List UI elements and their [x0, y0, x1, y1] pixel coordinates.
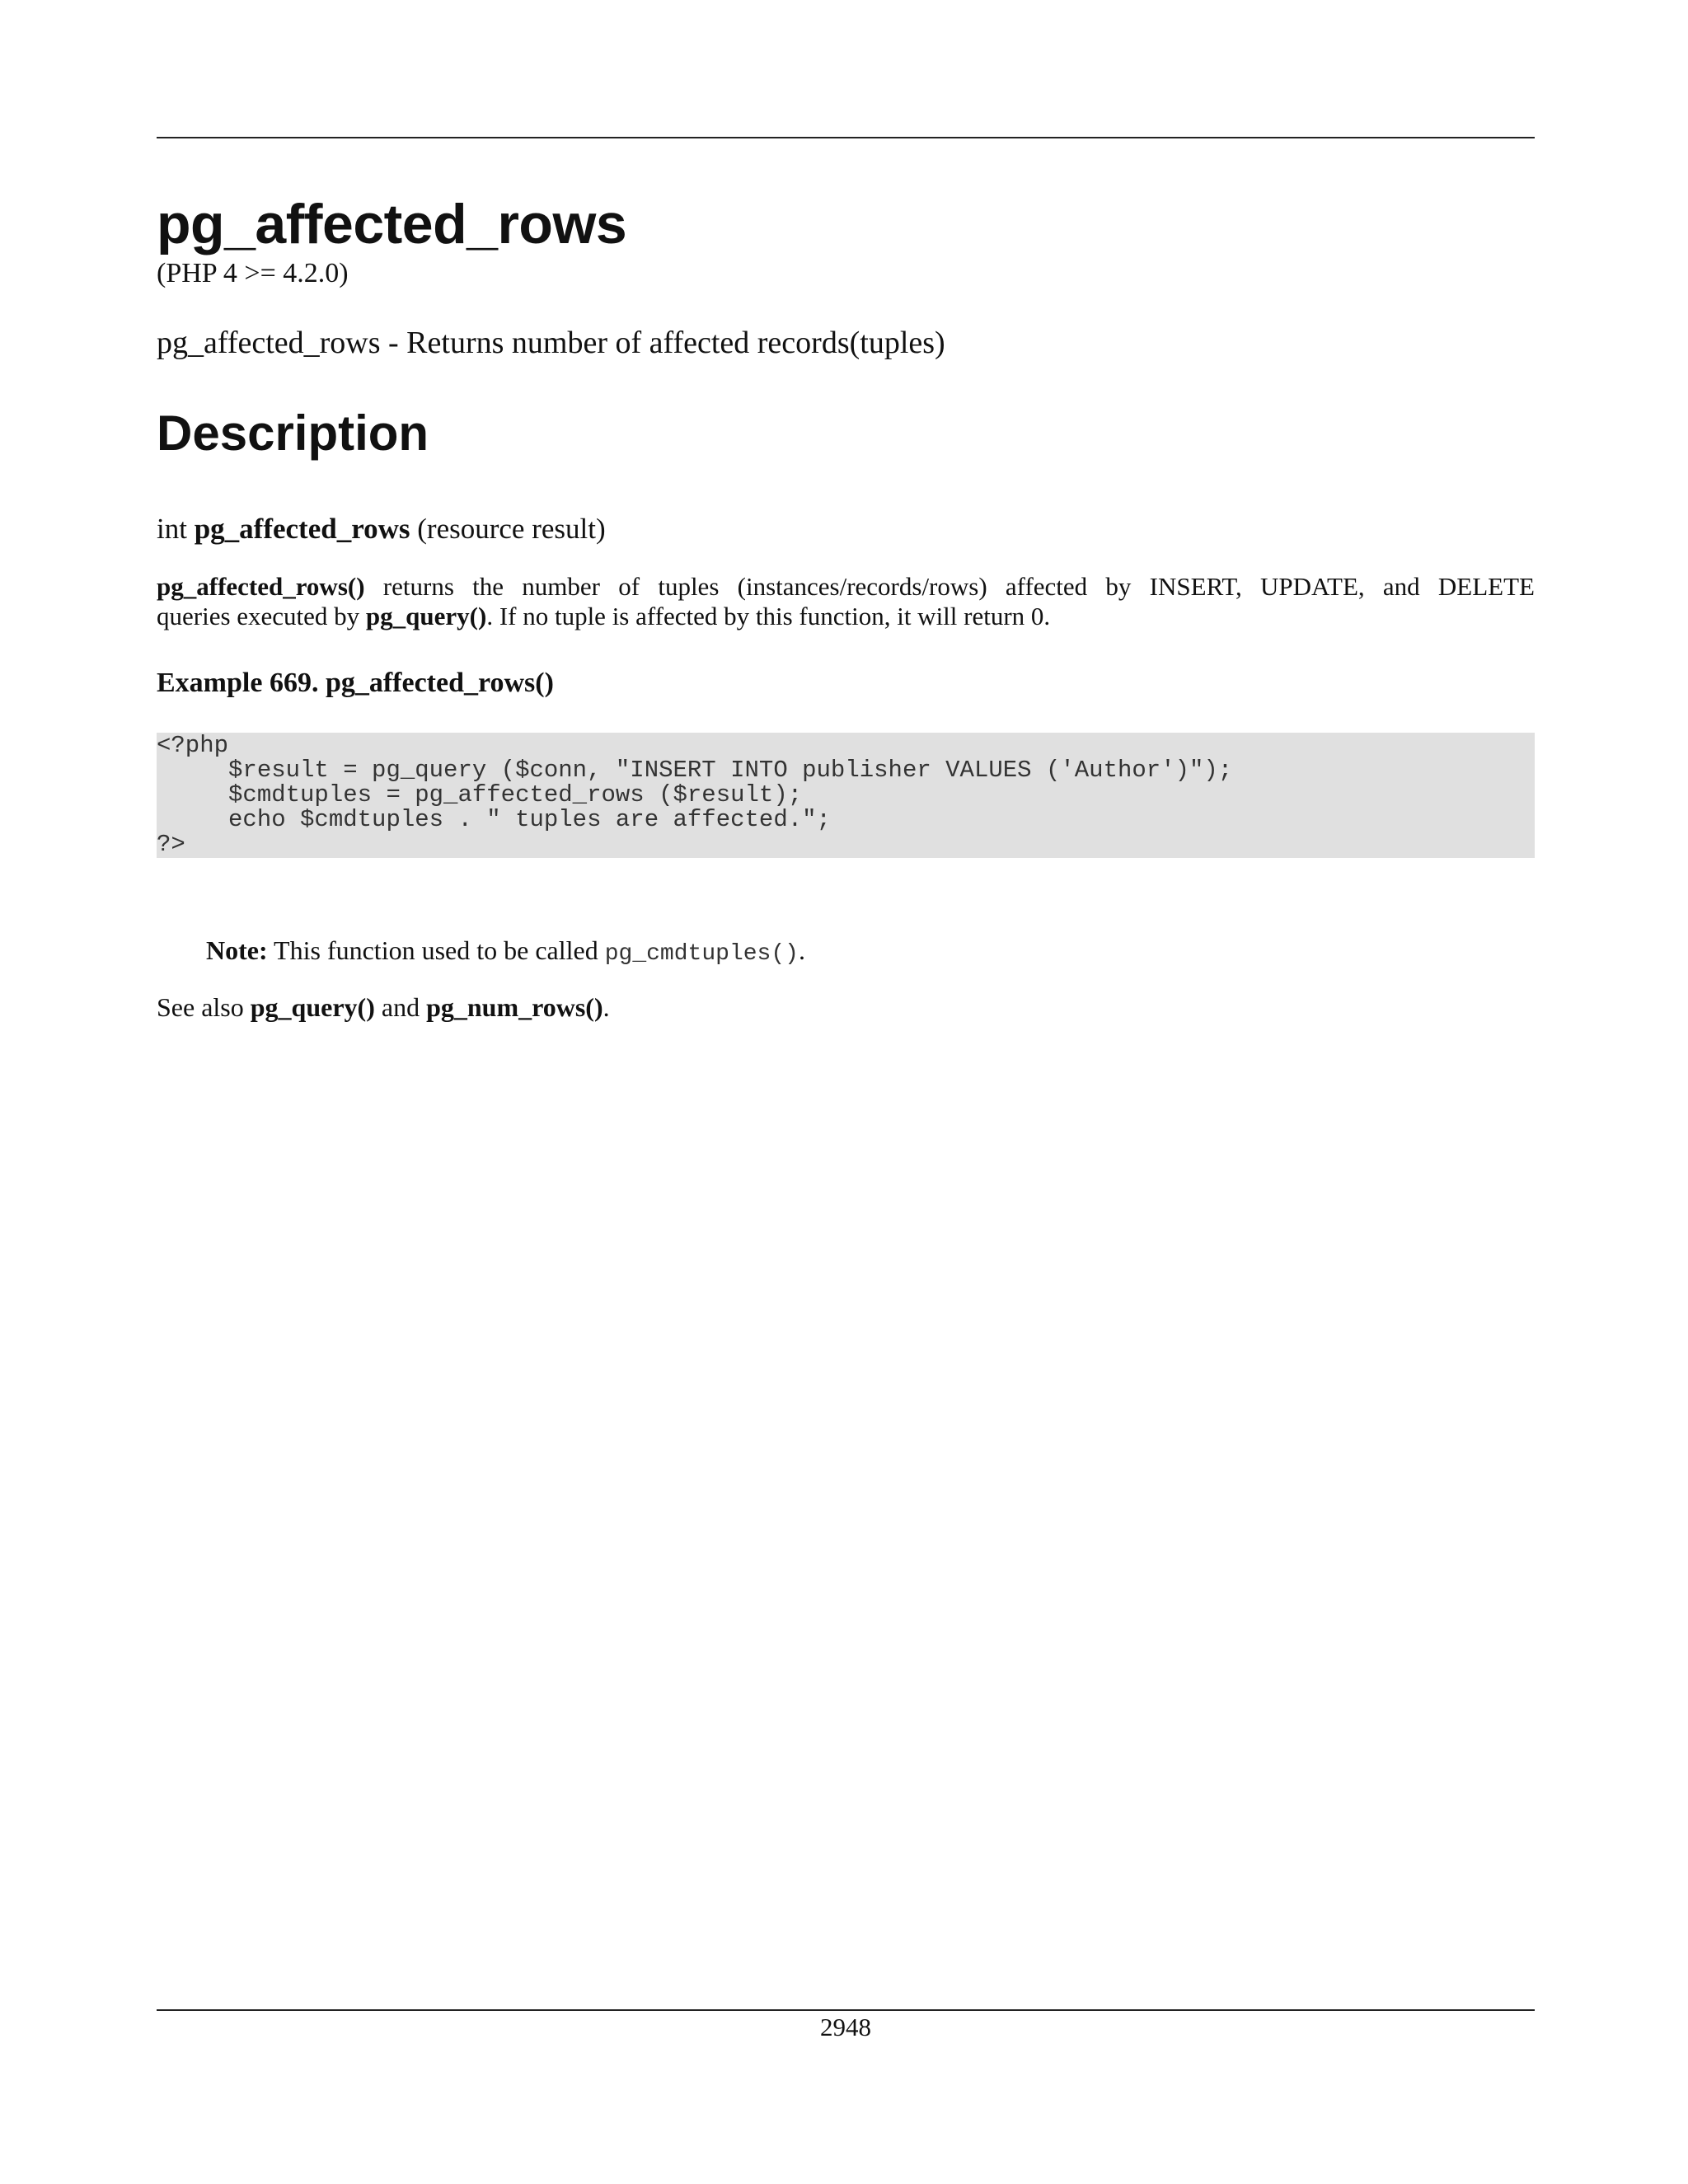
see-also-end: . — [603, 992, 610, 1022]
description-line-2 — [157, 602, 1535, 631]
code-example — [157, 733, 1535, 858]
description-text-1: returns the number of tuples (instances/records/rows) affected by INSERT, UPDATE, and DELETE — [364, 572, 1535, 601]
description-line-1 — [157, 572, 1535, 602]
version-info: (PHP 4 >= 4.2.0) — [157, 258, 349, 288]
description-text-3: . If no tuple is affected by this function, it will return 0. — [486, 602, 1051, 630]
function-synopsis — [157, 512, 606, 546]
code-line: $result = pg_query ($conn, "INSERT INTO publisher VALUES ('Author')"); — [157, 757, 1233, 784]
note-end: . — [798, 935, 805, 965]
see-also-prefix: See also — [157, 992, 251, 1022]
code-line: echo $cmdtuples . " tuples are affected."; — [157, 806, 831, 833]
synopsis-params: (resource result) — [417, 513, 606, 545]
note-code: pg_cmdtuples() — [604, 941, 799, 967]
code-line: <?php — [157, 732, 229, 759]
note-label: Note: — [206, 935, 268, 965]
see-also — [157, 991, 610, 1024]
function-title: pg_affected_rows — [157, 193, 627, 255]
description-function-ref: pg_affected_rows() — [157, 572, 365, 601]
document-page — [157, 0, 1535, 2184]
description-paragraph — [157, 572, 1535, 631]
code-line: ?> — [157, 831, 185, 858]
see-also-middle: and — [374, 992, 427, 1022]
top-rule — [157, 137, 1535, 138]
function-purpose: pg_affected_rows - Returns number of affected records(tuples) — [157, 326, 945, 360]
note-text: This function used to be called — [267, 935, 605, 965]
see-also-pg-query-link[interactable]: pg_query() — [250, 992, 375, 1022]
synopsis-function-name: pg_affected_rows — [194, 513, 410, 545]
pg-query-link[interactable]: pg_query() — [365, 602, 487, 630]
description-text-2: queries executed by — [157, 602, 366, 630]
synopsis-return-type: int — [157, 513, 187, 545]
page-number: 2948 — [820, 2013, 871, 2041]
description-heading: Description — [157, 405, 429, 461]
note — [206, 934, 805, 971]
see-also-pg-num-rows-link[interactable]: pg_num_rows() — [426, 992, 603, 1022]
code-line: $cmdtuples = pg_affected_rows ($result); — [157, 781, 803, 808]
example-title: Example 669. pg_affected_rows() — [157, 668, 554, 698]
